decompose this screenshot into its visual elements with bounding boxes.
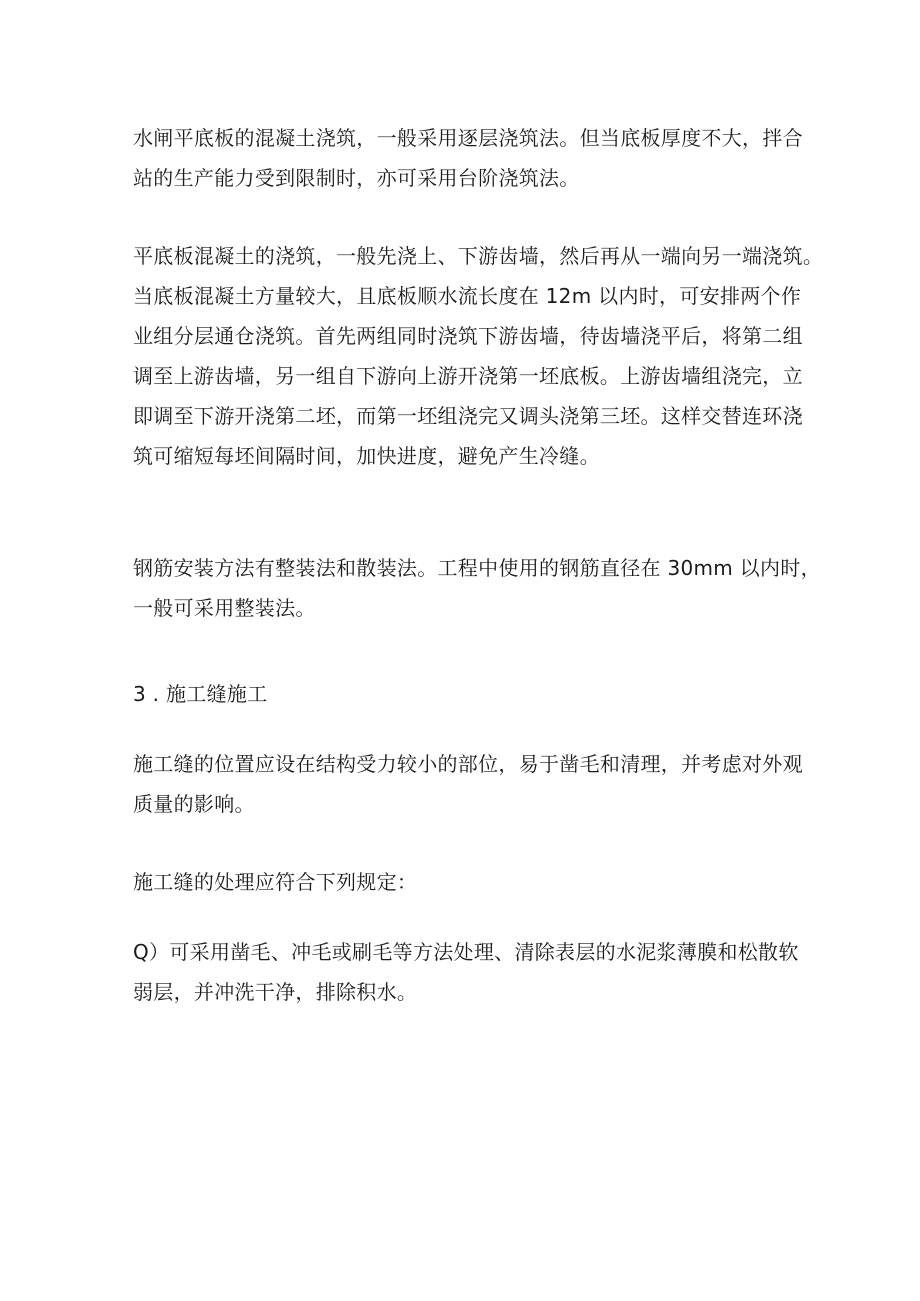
text-line: 钢筋安装方法有整装法和散装法。工程中使用的钢筋直径在 30mm 以内时，: [133, 556, 821, 580]
text-line: 业组分层通仓浇筑。首先两组同时浇筑下游齿墙，待齿墙浇平后，将第二组: [133, 324, 803, 348]
section-heading: 3 . 施工缝施工: [133, 682, 268, 706]
paragraph-rebar-installation: [133, 548, 821, 628]
text-line: 调至上游齿墙，另一组自下游向上游开浇第一坯底板。上游齿墙组浇完，立: [133, 364, 803, 388]
text-line: 平底板混凝土的浇筑，一般先浇上、下游齿墙，然后再从一端向另一端浇筑。: [133, 244, 824, 268]
text-line: 站的生产能力受到限制时，亦可采用台阶浇筑法。: [133, 166, 580, 190]
text-line: 质量的影响。: [133, 792, 255, 816]
paragraph-joint-rules-intro: [133, 862, 803, 902]
paragraph-joint-rule-item: [133, 932, 803, 1012]
text-line: Q）可采用凿毛、冲毛或刷毛等方法处理、清除表层的水泥浆薄膜和松散软: [133, 940, 799, 964]
text-line: 当底板混凝土方量较大，且底板顺水流长度在 12m 以内时，可安排两个作: [133, 284, 802, 308]
text-line: 弱层，并冲洗干净，排除积水。: [133, 980, 418, 1004]
paragraph-sluice-base-pouring: [133, 118, 803, 198]
text-line: 施工缝的处理应符合下列规定：: [133, 870, 418, 894]
paragraph-base-concrete-pouring: [133, 236, 824, 476]
text-line: 即调至下游开浇第二坯，而第一坯组浇完又调头浇第三坯。这样交替连环浇: [133, 404, 803, 428]
paragraph-joint-location: [133, 744, 803, 824]
text-line: 一般可采用整装法。: [133, 596, 316, 620]
text-line: 筑可缩短每坯间隔时间，加快进度，避免产生冷缝。: [133, 444, 600, 468]
text-line: 水闸平底板的混凝土浇筑，一般采用逐层浇筑法。但当底板厚度不大，拌合: [133, 126, 803, 150]
text-line: 施工缝的位置应设在结构受力较小的部位，易于凿毛和清理，并考虑对外观: [133, 752, 803, 776]
section-heading-construction-joint: [133, 674, 803, 714]
